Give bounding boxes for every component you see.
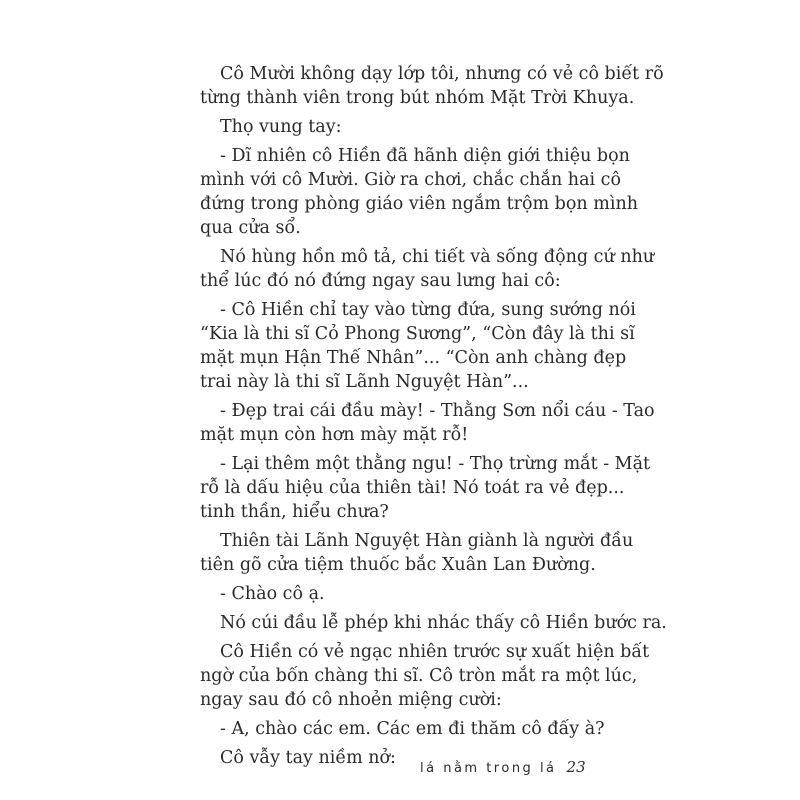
paragraph bbox=[200, 144, 638, 240]
text-line: Thiên tài Lãnh Nguyệt Hàn giành là người đầu bbox=[220, 531, 634, 551]
text-line: - Chào cô ạ. bbox=[220, 584, 325, 604]
text-line: qua cửa sổ. bbox=[200, 218, 301, 238]
text-line: Cô vẫy tay niềm nở: bbox=[220, 748, 396, 768]
paragraph bbox=[200, 298, 636, 394]
paragraph bbox=[200, 529, 634, 577]
text-line: Thọ vung tay: bbox=[220, 117, 342, 137]
paragraph bbox=[200, 582, 600, 606]
text-line: - Cô Hiền chỉ tay vào từng đứa, sung sướng nói bbox=[220, 300, 636, 320]
page-number: 23 bbox=[566, 758, 586, 776]
page-footer bbox=[420, 758, 600, 776]
paragraph bbox=[200, 115, 600, 139]
text-line: Nó cúi đầu lễ phép khi nhác thấy cô Hiền bước ra. bbox=[220, 613, 667, 633]
text-line: Cô Hiền có vẻ ngạc nhiên trước sự xuất hiện bất bbox=[220, 642, 650, 662]
body-text bbox=[200, 62, 667, 775]
paragraph bbox=[200, 717, 605, 741]
text-line: Cô Mười không dạy lớp tôi, nhưng có vẻ cô biết rõ bbox=[220, 64, 664, 84]
text-line: từng thành viên trong bút nhóm Mặt Trời Khuya. bbox=[200, 88, 635, 108]
text-line: - Đẹp trai cái đầu mày! - Thằng Sơn nổi cáu - Tao bbox=[220, 401, 655, 421]
text-line: “Kia là thi sĩ Cỏ Phong Sương”, “Còn đây là thi sĩ bbox=[200, 324, 635, 344]
text-line: ngay sau đó cô nhoẻn miệng cười: bbox=[200, 690, 502, 710]
text-line: rỗ là dấu hiệu của thiên tài! Nó toát ra vẻ đẹp... bbox=[200, 478, 625, 498]
text-line: mặt mụn Hận Thế Nhân”... “Còn anh chàng đẹp bbox=[200, 348, 627, 368]
paragraph bbox=[200, 452, 651, 524]
paragraph bbox=[200, 611, 667, 635]
text-line: mặt mụn còn hơn mày mặt rỗ! bbox=[200, 425, 469, 445]
paragraph bbox=[200, 62, 664, 110]
text-line: - Lại thêm một thằng ngu! - Thọ trừng mắt - Mặt bbox=[220, 454, 651, 474]
running-title: lá nằm trong lá bbox=[420, 761, 557, 776]
text-line: - A, chào các em. Các em đi thăm cô đấy à? bbox=[220, 719, 605, 739]
text-line: trai này là thi sĩ Lãnh Nguyệt Hàn”... bbox=[200, 372, 529, 392]
paragraph bbox=[200, 245, 655, 293]
text-line: ngờ của bốn chàng thi sĩ. Cô tròn mắt ra một lúc, bbox=[200, 666, 638, 686]
text-line: Nó hùng hồn mô tả, chi tiết và sống động cứ như bbox=[220, 247, 655, 267]
text-line: thể lúc đó nó đứng ngay sau lưng hai cô: bbox=[200, 271, 561, 291]
text-line: tinh thần, hiểu chưa? bbox=[200, 502, 389, 522]
text-line: tiên gõ cửa tiệm thuốc bắc Xuân Lan Đường. bbox=[200, 555, 596, 575]
paragraph bbox=[200, 399, 655, 447]
paragraph bbox=[200, 640, 650, 712]
text-line: đứng trong phòng giáo viên ngắm trộm bọn mình bbox=[200, 194, 638, 214]
text-line: - Dĩ nhiên cô Hiền đã hãnh diện giới thiệu bọn bbox=[220, 146, 630, 166]
text-line: mình với cô Mười. Giờ ra chơi, chắc chắn hai cô bbox=[200, 170, 621, 190]
